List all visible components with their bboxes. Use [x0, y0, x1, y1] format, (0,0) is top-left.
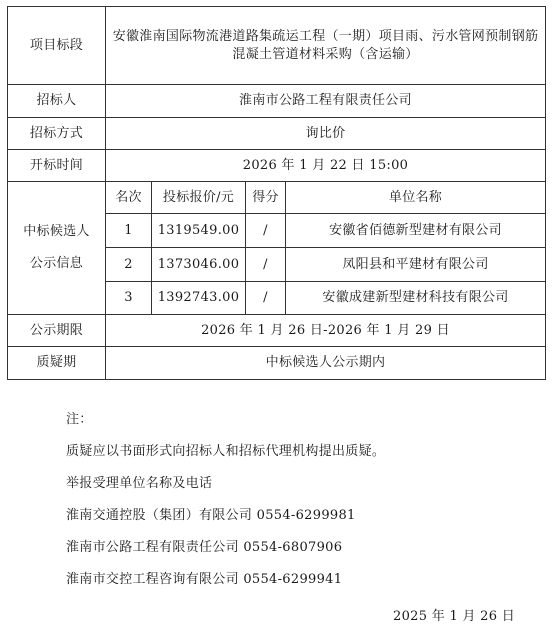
candidate-score: / [246, 248, 286, 282]
query-label: 质疑期 [8, 347, 106, 380]
candidate-company: 安徽成建新型建材科技有限公司 [286, 282, 546, 315]
tenderer-row [8, 85, 546, 118]
project-label: 项目标段 [8, 7, 106, 85]
header-rank: 名次 [106, 182, 152, 214]
tenderer-label: 招标人 [8, 85, 106, 118]
header-price: 投标报价/元 [152, 182, 246, 214]
notes-section [66, 404, 536, 596]
method-value: 询比价 [106, 118, 546, 150]
method-label: 招标方式 [8, 118, 106, 150]
period-value: 2026 年 1 月 26 日-2026 年 1 月 29 日 [106, 315, 546, 347]
contact-line: 淮南交通控股（集团）有限公司 0554-6299981 [66, 508, 356, 523]
contact-line: 淮南市交控工程咨询有限公司 0554-6299941 [66, 572, 343, 587]
contact-line: 淮南市公路工程有限责任公司 0554-6807906 [66, 540, 343, 555]
notes-line: 举报受理单位名称及电话 [66, 476, 213, 491]
candidates-label-line2: 公示信息 [29, 256, 84, 271]
notes-heading: 注： [66, 412, 93, 427]
candidates-label [8, 182, 106, 315]
query-row [8, 347, 546, 380]
query-value: 中标候选人公示期内 [106, 347, 546, 380]
candidate-company: 凤阳县和平建材有限公司 [286, 248, 546, 282]
header-company: 单位名称 [286, 182, 546, 214]
candidate-price: 1373046.00 [152, 248, 246, 282]
candidates-label-line1: 中标候选人 [23, 224, 90, 239]
bid-notice-table [7, 6, 546, 380]
open-time-row [8, 150, 546, 182]
candidate-rank: 2 [106, 248, 152, 282]
tenderer-value: 淮南市公路工程有限责任公司 [106, 85, 546, 118]
header-score: 得分 [246, 182, 286, 214]
signature-date: 2025 年 1 月 26 日 [393, 609, 516, 624]
candidate-header-row [8, 182, 546, 214]
open-time-label: 开标时间 [8, 150, 106, 182]
candidate-company: 安徽省佰德新型建材有限公司 [286, 214, 546, 248]
method-row [8, 118, 546, 150]
project-row [8, 7, 546, 85]
candidate-score: / [246, 282, 286, 315]
candidate-price: 1392743.00 [152, 282, 246, 315]
project-value: 安徽淮南国际物流港道路集疏运工程（一期）项目雨、污水管网预制钢筋混凝土管道材料采购（含运输） [106, 7, 546, 85]
open-time-value: 2026 年 1 月 22 日 15:00 [106, 150, 546, 182]
notes-line: 质疑应以书面形式向招标人和招标代理机构提出质疑。 [66, 444, 386, 459]
candidate-price: 1319549.00 [152, 214, 246, 248]
candidate-rank: 3 [106, 282, 152, 315]
period-label: 公示期限 [8, 315, 106, 347]
period-row [8, 315, 546, 347]
candidate-score: / [246, 214, 286, 248]
candidate-rank: 1 [106, 214, 152, 248]
